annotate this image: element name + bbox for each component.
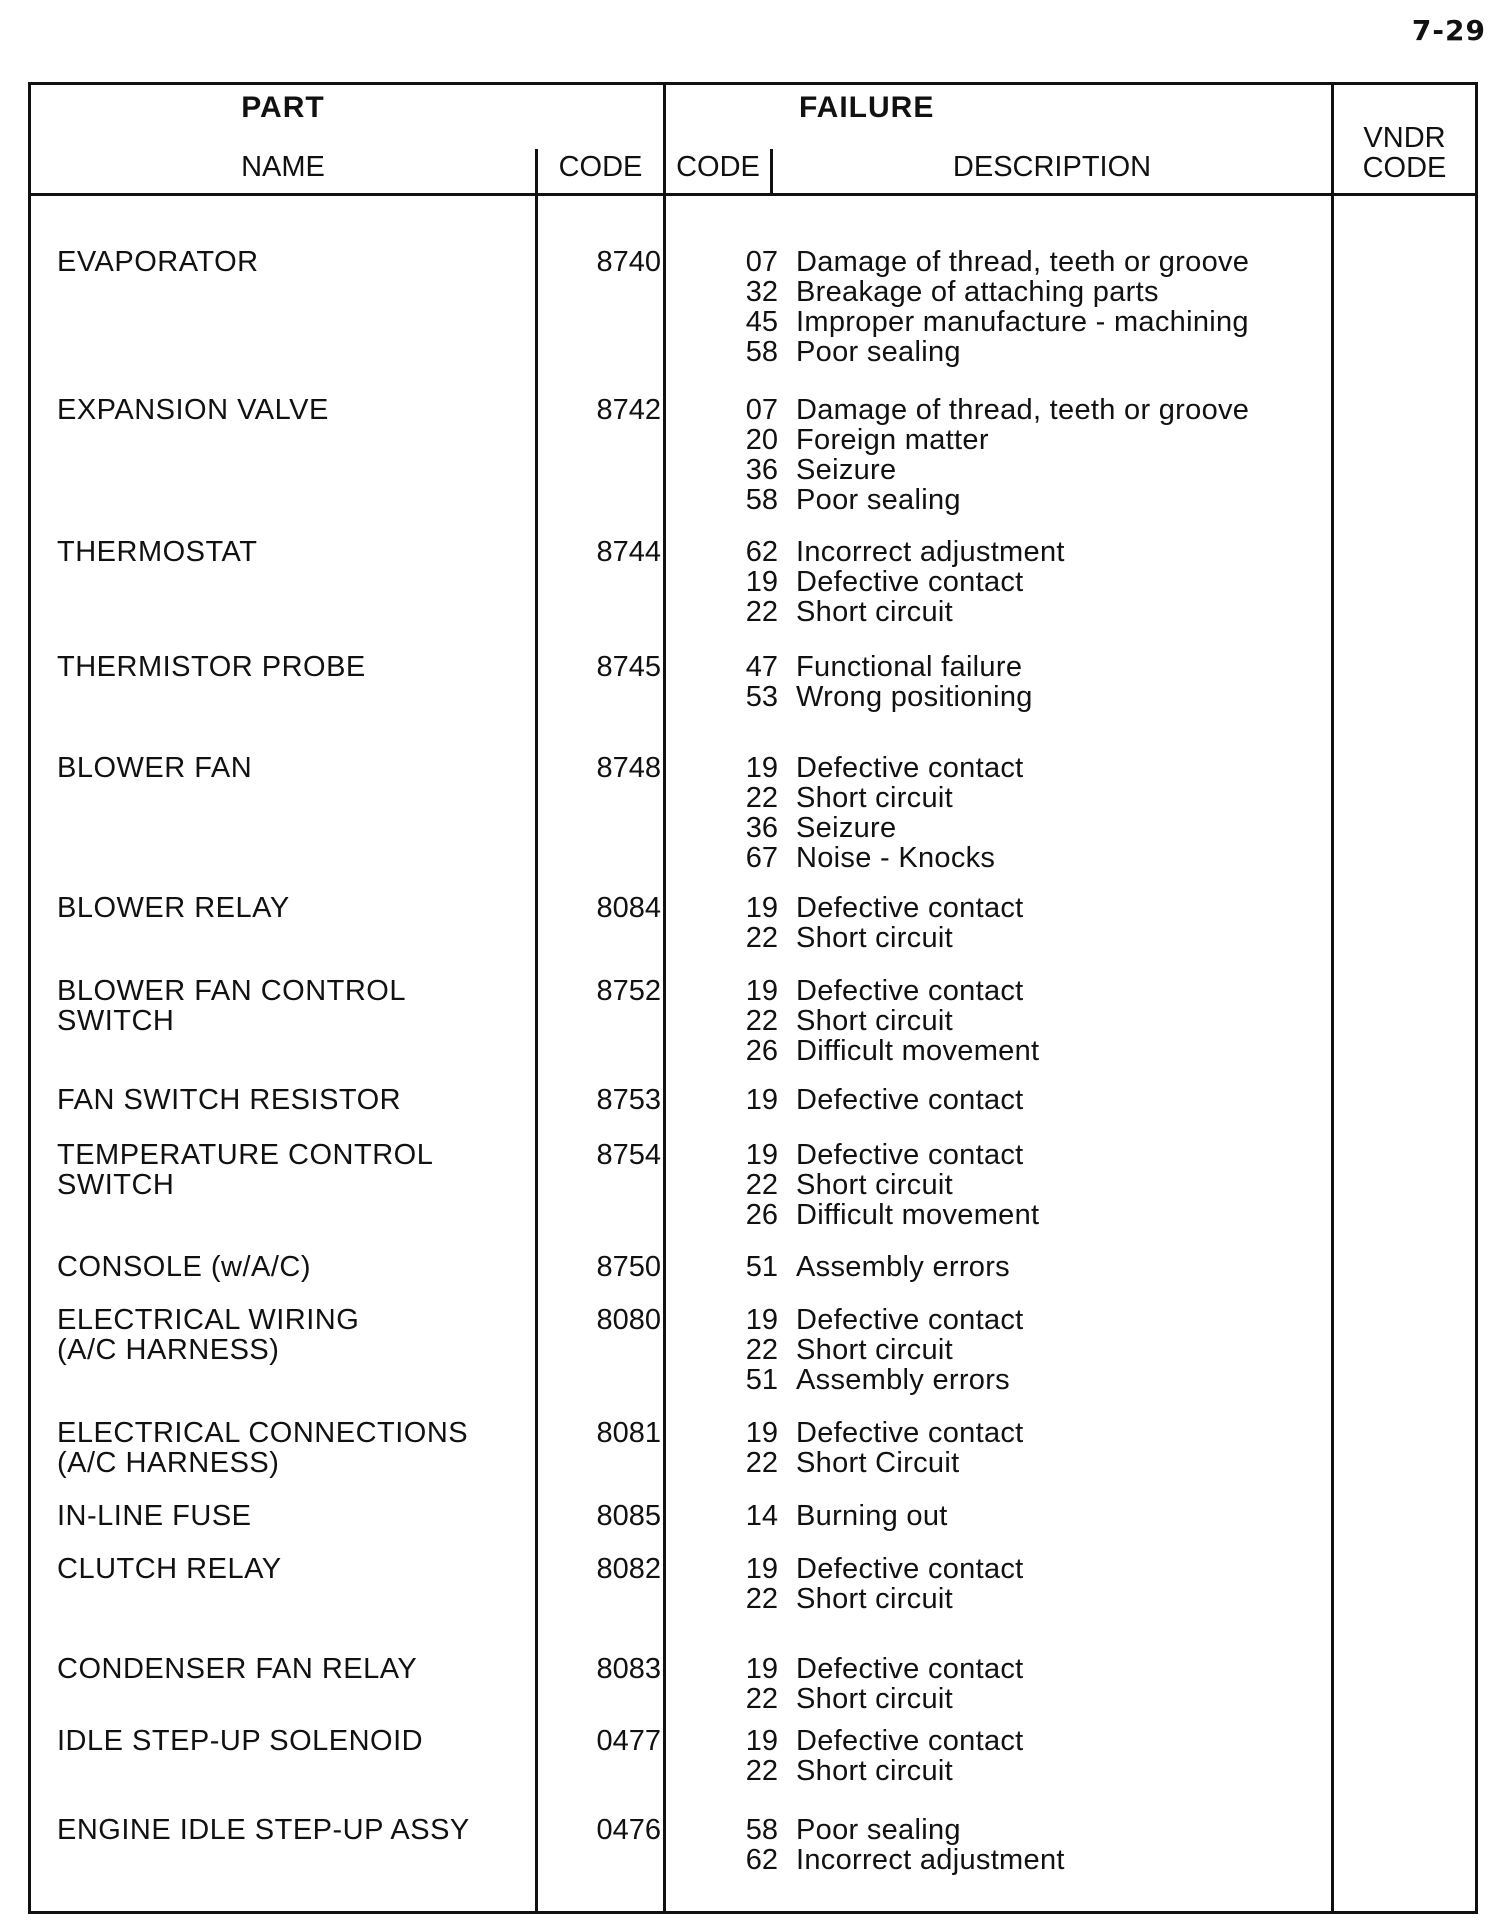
part-name-line: EVAPORATOR [57, 246, 259, 278]
failure-description: Difficult movement [796, 1035, 1040, 1067]
failure-codes [696, 976, 778, 1066]
failure-code: 19 [745, 1084, 778, 1116]
failure-description: Assembly errors [796, 1251, 1010, 1283]
part-code: 0476 [596, 1814, 661, 1846]
failure-codes [696, 247, 778, 367]
failure-code: 22 [745, 782, 778, 814]
failure-descriptions [796, 652, 1336, 712]
part-name [57, 1305, 547, 1365]
part-name [57, 247, 547, 277]
failure-descriptions [796, 1726, 1336, 1786]
part-name [57, 1815, 547, 1845]
failure-description: Incorrect adjustment [796, 536, 1065, 568]
part-code: 8745 [596, 651, 661, 683]
failure-description: Defective contact [796, 1084, 1024, 1116]
failure-description: Defective contact [796, 1653, 1024, 1685]
failure-code: 62 [745, 1844, 778, 1876]
failure-description: Poor sealing [796, 1814, 961, 1846]
failure-description: Short circuit [796, 1583, 953, 1615]
part-code: 8754 [596, 1139, 661, 1171]
failure-description: Improper manufacture - machining [796, 306, 1249, 338]
part-code: 8748 [596, 752, 661, 784]
failure-codes [696, 395, 778, 515]
failure-descriptions [796, 753, 1336, 873]
failure-descriptions [796, 1305, 1336, 1395]
failure-code: 14 [745, 1500, 778, 1532]
part-name-line: IN-LINE FUSE [57, 1500, 252, 1532]
part-code: 8750 [596, 1251, 661, 1283]
failure-descriptions [796, 1554, 1336, 1614]
header-part-code: CODE [558, 151, 643, 183]
failure-description: Damage of thread, teeth or groove [796, 394, 1250, 426]
failure-code: 19 [745, 1725, 778, 1757]
part-name [57, 1554, 547, 1584]
failure-description: Defective contact [796, 752, 1024, 784]
failure-code: 47 [745, 651, 778, 683]
part-name-line: THERMOSTAT [57, 536, 258, 568]
header-underline [31, 193, 1475, 196]
part-name [57, 1501, 547, 1531]
part-name-line: BLOWER RELAY [57, 892, 290, 924]
failure-codes [696, 1501, 778, 1531]
part-name [57, 1252, 547, 1282]
failure-description: Defective contact [796, 1553, 1024, 1585]
part-name-line: SWITCH [57, 1005, 175, 1037]
failure-code: 20 [745, 424, 778, 456]
failure-code: 58 [745, 484, 778, 516]
part-code: 8753 [596, 1084, 661, 1116]
part-name-line: CLUTCH RELAY [57, 1553, 282, 1585]
failure-code: 19 [745, 752, 778, 784]
failure-description: Defective contact [796, 1304, 1024, 1336]
part-code: 8752 [596, 975, 661, 1007]
header-name: NAME [241, 151, 325, 183]
part-name-line: FAN SWITCH RESISTOR [57, 1084, 402, 1116]
failure-codes [696, 1252, 778, 1282]
failure-description: Seizure [796, 812, 897, 844]
part-code: 8744 [596, 536, 661, 568]
part-name [57, 1726, 547, 1756]
header-failure: FAILURE [799, 91, 935, 124]
failure-code: 53 [745, 681, 778, 713]
failure-code: 45 [745, 306, 778, 338]
part-code: 8082 [596, 1553, 661, 1585]
failure-description: Defective contact [796, 1725, 1024, 1757]
failure-descriptions [796, 1501, 1336, 1531]
part-code: 8080 [596, 1304, 661, 1336]
part-code: 8740 [596, 246, 661, 278]
part-name [57, 537, 547, 567]
header-description: DESCRIPTION [952, 151, 1152, 183]
failure-description: Short circuit [796, 1005, 953, 1037]
header-failure-code: CODE [676, 151, 760, 183]
failure-description: Short circuit [796, 1683, 953, 1715]
failure-code: 51 [745, 1251, 778, 1283]
failure-codes [696, 1654, 778, 1714]
failure-description: Incorrect adjustment [796, 1844, 1065, 1876]
part-name-line: SWITCH [57, 1169, 175, 1201]
divider-part-failure [663, 85, 666, 1911]
failure-codes [696, 893, 778, 953]
failure-code: 22 [745, 1683, 778, 1715]
failure-code: 22 [745, 1755, 778, 1787]
failure-code: 22 [745, 1169, 778, 1201]
part-name-line: BLOWER FAN [57, 752, 253, 784]
part-name-line: ELECTRICAL WIRING [57, 1304, 360, 1336]
part-name [57, 395, 547, 425]
failure-code: 19 [745, 566, 778, 598]
failure-code: 51 [745, 1364, 778, 1396]
failure-code: 07 [745, 246, 778, 278]
failure-code: 58 [745, 1814, 778, 1846]
failure-description: Breakage of attaching parts [796, 276, 1159, 308]
page-number: 7-29 [1411, 14, 1486, 47]
failure-description: Defective contact [796, 566, 1024, 598]
failure-descriptions [796, 976, 1336, 1066]
failure-descriptions [796, 1085, 1336, 1115]
failure-descriptions [796, 893, 1336, 953]
failure-code: 22 [745, 1583, 778, 1615]
failure-description: Short circuit [796, 1755, 953, 1787]
failure-code: 26 [745, 1035, 778, 1067]
failure-code: 22 [745, 1447, 778, 1479]
failure-description: Short circuit [796, 922, 953, 954]
part-code: 0477 [596, 1725, 661, 1757]
failure-descriptions [796, 1140, 1336, 1230]
failure-code: 22 [745, 596, 778, 628]
header-part: PART [241, 91, 325, 124]
failure-code: 36 [745, 812, 778, 844]
failure-code: 62 [745, 536, 778, 568]
failure-description: Foreign matter [796, 424, 989, 456]
part-name-line: ELECTRICAL CONNECTIONS [57, 1417, 469, 1449]
part-name-line: (A/C HARNESS) [57, 1334, 280, 1366]
failure-code: 19 [745, 1304, 778, 1336]
part-code: 8085 [596, 1500, 661, 1532]
part-name [57, 976, 547, 1036]
failure-description: Difficult movement [796, 1199, 1040, 1231]
failure-codes [696, 1140, 778, 1230]
part-name-line: IDLE STEP-UP SOLENOID [57, 1725, 424, 1757]
failure-description: Poor sealing [796, 336, 961, 368]
failure-descriptions [796, 537, 1336, 627]
failure-code: 19 [745, 1553, 778, 1585]
failure-description: Short circuit [796, 1169, 953, 1201]
part-name-line: TEMPERATURE CONTROL [57, 1139, 434, 1171]
failure-codes [696, 753, 778, 873]
failure-code: 36 [745, 454, 778, 486]
part-code: 8083 [596, 1653, 661, 1685]
failure-description: Short Circuit [796, 1447, 960, 1479]
failure-code: 22 [745, 1005, 778, 1037]
failure-description: Short circuit [796, 1334, 953, 1366]
failure-code: 58 [745, 336, 778, 368]
failure-code: 22 [745, 922, 778, 954]
failure-codes [696, 1554, 778, 1614]
failure-code: 19 [745, 1139, 778, 1171]
failure-description: Damage of thread, teeth or groove [796, 246, 1250, 278]
part-name [57, 1654, 547, 1684]
part-name [57, 1085, 547, 1115]
failure-descriptions [796, 1252, 1336, 1282]
part-name [57, 1418, 547, 1478]
part-name-line: CONSOLE (w/A/C) [57, 1251, 312, 1283]
part-code: 8742 [596, 394, 661, 426]
failure-descriptions [796, 1654, 1336, 1714]
failure-description: Functional failure [796, 651, 1023, 683]
part-name-line: ENGINE IDLE STEP-UP ASSY [57, 1814, 470, 1846]
part-name-line: BLOWER FAN CONTROL [57, 975, 406, 1007]
failure-descriptions [796, 395, 1336, 515]
failure-description: Wrong positioning [796, 681, 1033, 713]
failure-descriptions [796, 1418, 1336, 1478]
part-name [57, 1140, 547, 1200]
part-name [57, 893, 547, 923]
failure-code: 07 [745, 394, 778, 426]
failure-description: Noise - Knocks [796, 842, 996, 874]
failure-description: Defective contact [796, 1417, 1024, 1449]
failure-description: Poor sealing [796, 484, 961, 516]
failure-description: Short circuit [796, 782, 953, 814]
failure-codes [696, 652, 778, 712]
part-name-line: THERMISTOR PROBE [57, 651, 366, 683]
header-vendor-code: VNDR CODE [1362, 122, 1447, 184]
parts-failure-table [28, 82, 1478, 1914]
failure-code: 19 [745, 975, 778, 1007]
failure-code: 19 [745, 892, 778, 924]
failure-code: 19 [745, 1653, 778, 1685]
failure-codes [696, 1305, 778, 1395]
failure-description: Defective contact [796, 1139, 1024, 1171]
failure-code: 67 [745, 842, 778, 874]
failure-codes [696, 1726, 778, 1786]
failure-codes [696, 1418, 778, 1478]
part-code: 8081 [596, 1417, 661, 1449]
failure-code: 32 [745, 276, 778, 308]
failure-description: Seizure [796, 454, 897, 486]
part-name-line: EXPANSION VALVE [57, 394, 329, 426]
failure-descriptions [796, 247, 1336, 367]
failure-code: 19 [745, 1417, 778, 1449]
failure-codes [696, 537, 778, 627]
part-code: 8084 [596, 892, 661, 924]
failure-description: Assembly errors [796, 1364, 1010, 1396]
failure-codes [696, 1085, 778, 1115]
part-name-line: CONDENSER FAN RELAY [57, 1653, 418, 1685]
failure-codes [696, 1815, 778, 1875]
failure-descriptions [796, 1815, 1336, 1875]
failure-description: Short circuit [796, 596, 953, 628]
failure-description: Defective contact [796, 975, 1024, 1007]
part-name [57, 753, 547, 783]
failure-code: 26 [745, 1199, 778, 1231]
failure-code: 22 [745, 1334, 778, 1366]
failure-description: Defective contact [796, 892, 1024, 924]
part-name-line: (A/C HARNESS) [57, 1447, 280, 1479]
failure-description: Burning out [796, 1500, 948, 1532]
part-name [57, 652, 547, 682]
